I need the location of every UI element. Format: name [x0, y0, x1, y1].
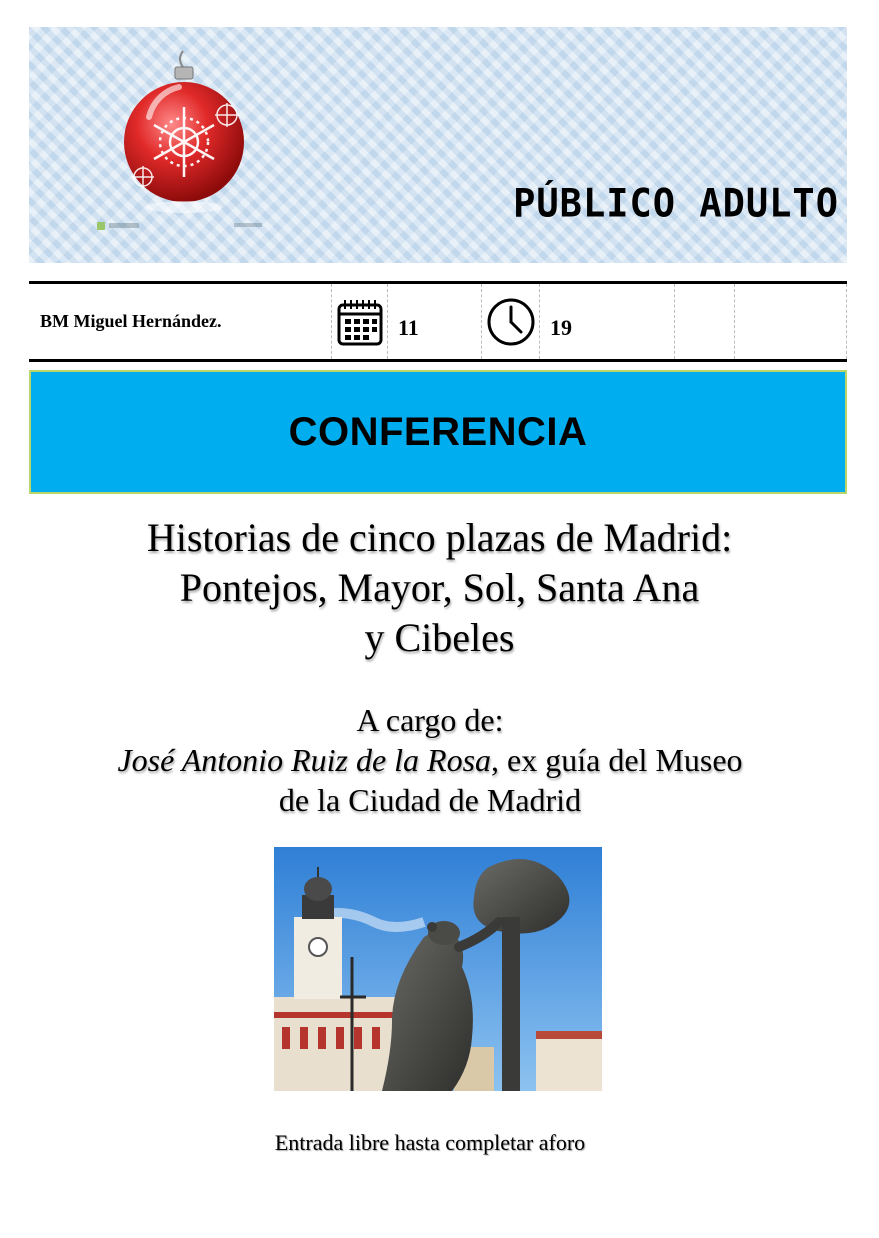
venue-cell: [29, 284, 332, 359]
footer-note: Entrada libre hasta completar aforo: [274, 1130, 586, 1155]
clock-icon: [486, 297, 536, 347]
category-label: CONFERENCIA: [288, 409, 588, 454]
event-time: 19: [550, 315, 572, 340]
sponsor-text-mark: [109, 223, 139, 228]
speaker-block: [0, 700, 860, 820]
empty-cell: [675, 284, 735, 359]
sponsor-logo: [97, 222, 105, 230]
calendar-icon: [336, 297, 384, 347]
speaker-intro: A cargo de:: [356, 702, 504, 738]
time-icon-cell: [482, 284, 540, 359]
empty-cell: [735, 284, 847, 359]
speaker-line: [0, 740, 860, 780]
date-cell: [388, 284, 482, 359]
event-title-line: Pontejos, Mayor, Sol, Santa Ana: [179, 565, 700, 610]
speaker-role-line: de la Ciudad de Madrid: [278, 782, 582, 818]
christmas-ornament-icon: [119, 47, 249, 227]
venue-name: BM Miguel Hernández.: [40, 311, 222, 331]
event-info-row: [29, 281, 847, 362]
sponsor-text-mark: [234, 223, 262, 227]
event-date: 11: [398, 315, 419, 340]
speaker-role: , ex guía del Museo: [491, 742, 743, 778]
time-cell: [540, 284, 675, 359]
event-title-line: Historias de cinco plazas de Madrid:: [146, 515, 733, 560]
category-banner: [29, 370, 847, 494]
bear-and-strawberry-tree-statue-photo: [274, 847, 602, 1091]
event-title-line: y Cibeles: [364, 615, 515, 660]
speaker-name: José Antonio Ruiz de la Rosa: [117, 742, 492, 778]
header-banner: [29, 27, 847, 263]
date-icon-cell: [332, 284, 388, 359]
event-title: [0, 513, 879, 663]
audience-label: PÚBLICO ADULTO: [513, 180, 839, 227]
